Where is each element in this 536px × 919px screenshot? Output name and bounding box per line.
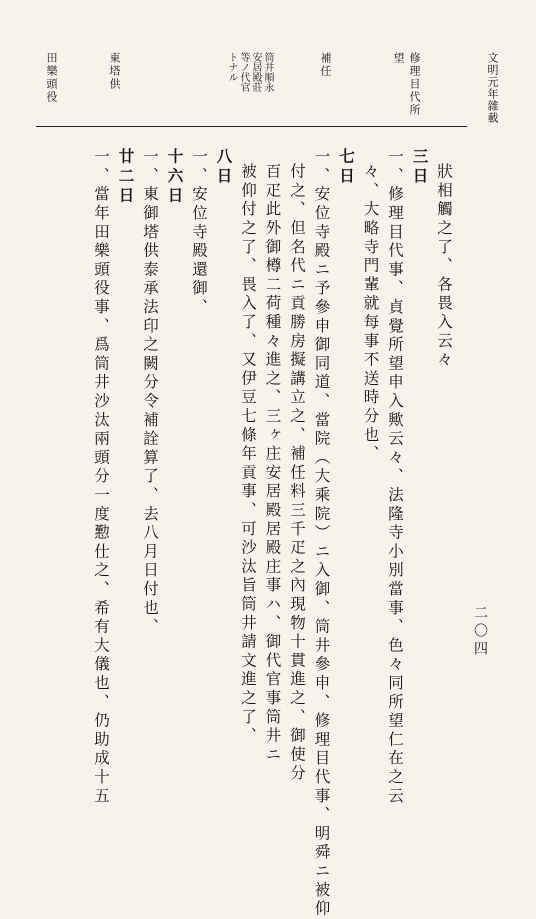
headnote-east-pagoda: [106, 52, 122, 122]
text-line: 狀相觸之了、各畏入云々: [435, 163, 453, 370]
text-line: 一、當年田樂頭役事、爲筒井沙汰兩頭分一度懃仕之、希有大儀也、仍助成十五: [92, 148, 110, 806]
headnote-label: 修理目代所望: [392, 52, 421, 117]
headnote-dengaku: [43, 52, 59, 122]
text-line: 百疋此外御樽二荷種々進之、三ヶ庄安居殿居殿庄事ハ、御代官事筒井ニ: [263, 163, 282, 765]
headnote-line: 安居殿莊: [250, 52, 261, 92]
headnote-line: 筒井順永: [262, 52, 273, 92]
vertical-text-body: [40, 148, 456, 919]
date-heading: 八日: [214, 148, 234, 187]
headnote-tsutsui: [226, 52, 273, 122]
headnote-repair-post: [390, 52, 422, 122]
text-line: 被仰付之了、畏入了、又伊豆七條年貢事、可沙汰旨筒井請文進之了、: [239, 163, 257, 746]
headnote-line: 等ノ代官: [238, 52, 249, 92]
headnote-lines: [226, 52, 273, 122]
text-line: 一、修理目代事、貞覺所望申入歟云々、法隆寺小別當事、色々同所望仁在之云: [386, 148, 404, 806]
headnote-label: 田樂頭役: [45, 52, 58, 104]
headnote-label: 東塔供: [108, 52, 121, 91]
date-heading: 三日: [410, 148, 430, 187]
page-number: 二〇四: [472, 605, 488, 659]
headnote-label: 補任: [319, 52, 332, 78]
date-heading: 十六日: [165, 148, 185, 207]
text-line: 々、大略寺門輩就每事不送時分也、: [361, 163, 380, 464]
running-head: 文明元年雜載: [486, 52, 499, 124]
headnote-appointment: [317, 52, 333, 122]
text-line: 一、安位寺殿還御、: [190, 148, 208, 318]
text-line: 一、安位寺殿ニ予參申御同道、當院（大乘院）ニ入御、筒井參申、修理目代事、明舜ニ被仰: [312, 148, 331, 919]
date-heading: 七日: [337, 148, 356, 187]
headnote-line: トナル: [226, 52, 237, 82]
date-heading: 廿二日: [116, 148, 136, 207]
text-line: 付之、但名代ニ貢勝房擬講立之、補任料三千疋之內現物十貫進之、御使分: [288, 163, 306, 784]
header-rule: [36, 126, 467, 127]
headnote-band: [40, 52, 420, 122]
text-line: 一、東御塔供泰承法印之闕分令補詮算了、去八月日付也、: [141, 148, 159, 637]
